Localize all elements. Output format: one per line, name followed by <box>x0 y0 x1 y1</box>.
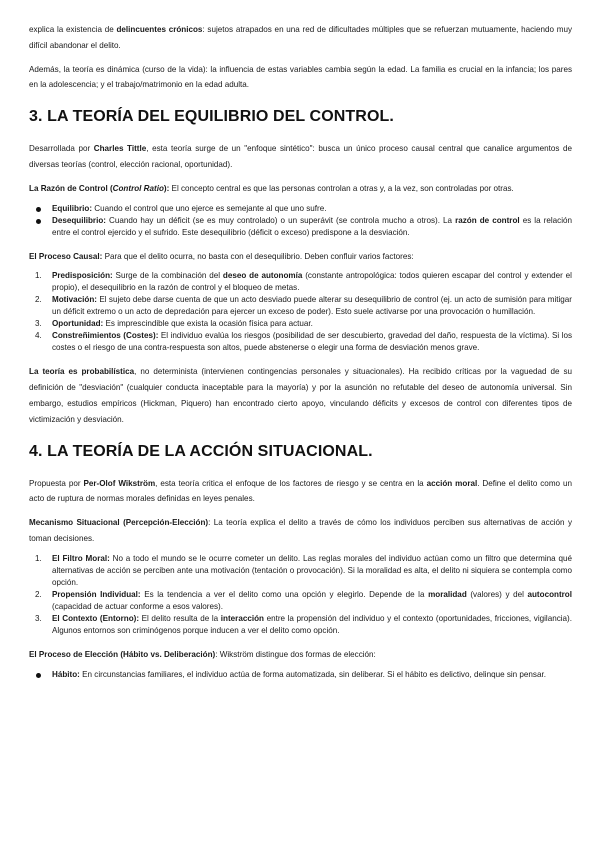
bullet-list <box>29 669 572 681</box>
bullet-list <box>29 203 572 239</box>
paragraph: Además, la teoría es dinámica (curso de la vida): la influencia de estas variables cambia según la edad. La familia es crucial en la infancia; los pares en la adolescencia; y el trabajo/matrimonio en la edad adulta. <box>29 64 572 90</box>
list-item: Hábito: En circunstancias familiares, el individuo actúa de forma automatizada, sin deliberar. Si el hábito es delictivo, delinque sin pensar. <box>29 669 572 681</box>
paragraph: La Razón de Control (Control Ratio): El concepto central es que las personas controlan a otras y, a la vez, son controladas por otras. <box>29 183 514 193</box>
bullet-icon <box>36 207 41 212</box>
paragraph: Mecanismo Situacional (Percepción-Elección): La teoría explica el delito a través de cómo los individuos perciben sus alternativas de acción y toman decisiones. <box>29 518 572 543</box>
paragraph: Propuesta por Per-Olof Wikström, esta teoría critica el enfoque de los factores de riesgo y se centra en la acción moral. Define el delito como un acto de ruptura de normas morales definidas en leyes penales. <box>29 478 572 504</box>
paragraph: explica la existencia de delincuentes crónicos: sujetos atrapados en una red de dificultades múltiples que se refuerzan mutuamente, haciendo muy difícil abandonar el delito. <box>29 25 573 50</box>
numbered-list <box>29 270 572 354</box>
list-item: 3. Oportunidad: Es imprescindible que exista la ocasión física para actuar. <box>35 319 313 329</box>
list-item: Equilibrio: Cuando el control que uno ejerce es semejante al que uno sufre. <box>29 203 572 215</box>
list-item: 4. Constreñimientos (Costes): El individuo evalúa los riesgos (posibilidad de ser descubierto, gravedad del daño, respuesta de la víctima). Si los costes o el riesgo de una contra-respuesta son altos, puede abstenerse o elegir una forma de desviación menos grave. <box>35 331 572 353</box>
list-item: 3. El Contexto (Entorno): El delito resulta de la interacción entre la propensión del individuo y el contexto (oportunidades, fricciones, vigilancia). Algunos entornos son criminógenos porque inducen a ver el delito como opción. <box>35 613 573 635</box>
paragraph: El Proceso Causal: Para que el delito ocurra, no basta con el desequilibrio. Deben confluir varios factores: <box>29 251 414 261</box>
list-item: 1. Predisposición: Surge de la combinación del deseo de autonomía (constante antropológica: todos quieren escapar del control y extender el propio), el desequilibrio en la razón de control y el bloqueo de metas. <box>35 271 572 293</box>
list-item: Desequilibrio: Cuando hay un déficit (se es muy controlado) o un superávit (se controla mucho a otros). La razón de control es la relación entre el control ejercido y el sufrido. Este desequilibrio (déficit o exceso) predispone a la desviación. <box>29 215 572 239</box>
paragraph: El Proceso de Elección (Hábito vs. Deliberación): Wikström distingue dos formas de elección: <box>29 649 376 659</box>
section-heading: 3. LA TEORÍA DEL EQUILIBRIO DEL CONTROL. <box>29 108 394 126</box>
paragraph: La teoría es probabilística, no determinista (intervienen contingencias personales y situacionales). Ha recibido críticas por la vaguedad de su definición de "desviación" (cualquier conducta inaceptable para la mayoría) y por la asunción no refutable del deseo de autonomía universal. Sin embargo, estudios empíricos (Hickman, Piquero) han encontrado cierto apoyo, vinculando déficits y excesos de control con diferentes tipos de victimización y desviación. <box>29 367 572 424</box>
paragraph: Desarrollada por Charles Tittle, esta teoría surge de un "enfoque sintético": busca un único proceso causal central que canalice argumentos de diversas teorías (control, elección racional, oportunidad). <box>29 144 572 169</box>
list-item: 1. El Filtro Moral: No a todo el mundo se le ocurre cometer un delito. Las reglas morales del individuo actúan como un filtro que determina qué alternativas de acción se perciben ante una motivación (tentación o provocación). Si la moralidad es alta, el delito ni siquiera se contempla como opción. <box>35 553 573 587</box>
bullet-icon <box>36 219 41 224</box>
section-heading: 4. LA TEORÍA DE LA ACCIÓN SITUACIONAL. <box>29 442 373 460</box>
numbered-list <box>29 553 572 637</box>
bullet-icon <box>36 673 41 678</box>
list-item: 2. Propensión Individual: Es la tendencia a ver el delito como una opción y elegirlo. Depende de la moralidad (valores) y del autocontrol (capacidad de actuar conforme a esos valores). <box>35 589 572 611</box>
list-item: 2. Motivación: El sujeto debe darse cuenta de que un acto desviado puede alterar su desequilibrio de control (ej. un acto de sumisión para mitigar un déficit extremo o un acto de depredación para ejercer un exceso de poder). Esto suele activarse por una provocación o humillación. <box>35 295 572 317</box>
